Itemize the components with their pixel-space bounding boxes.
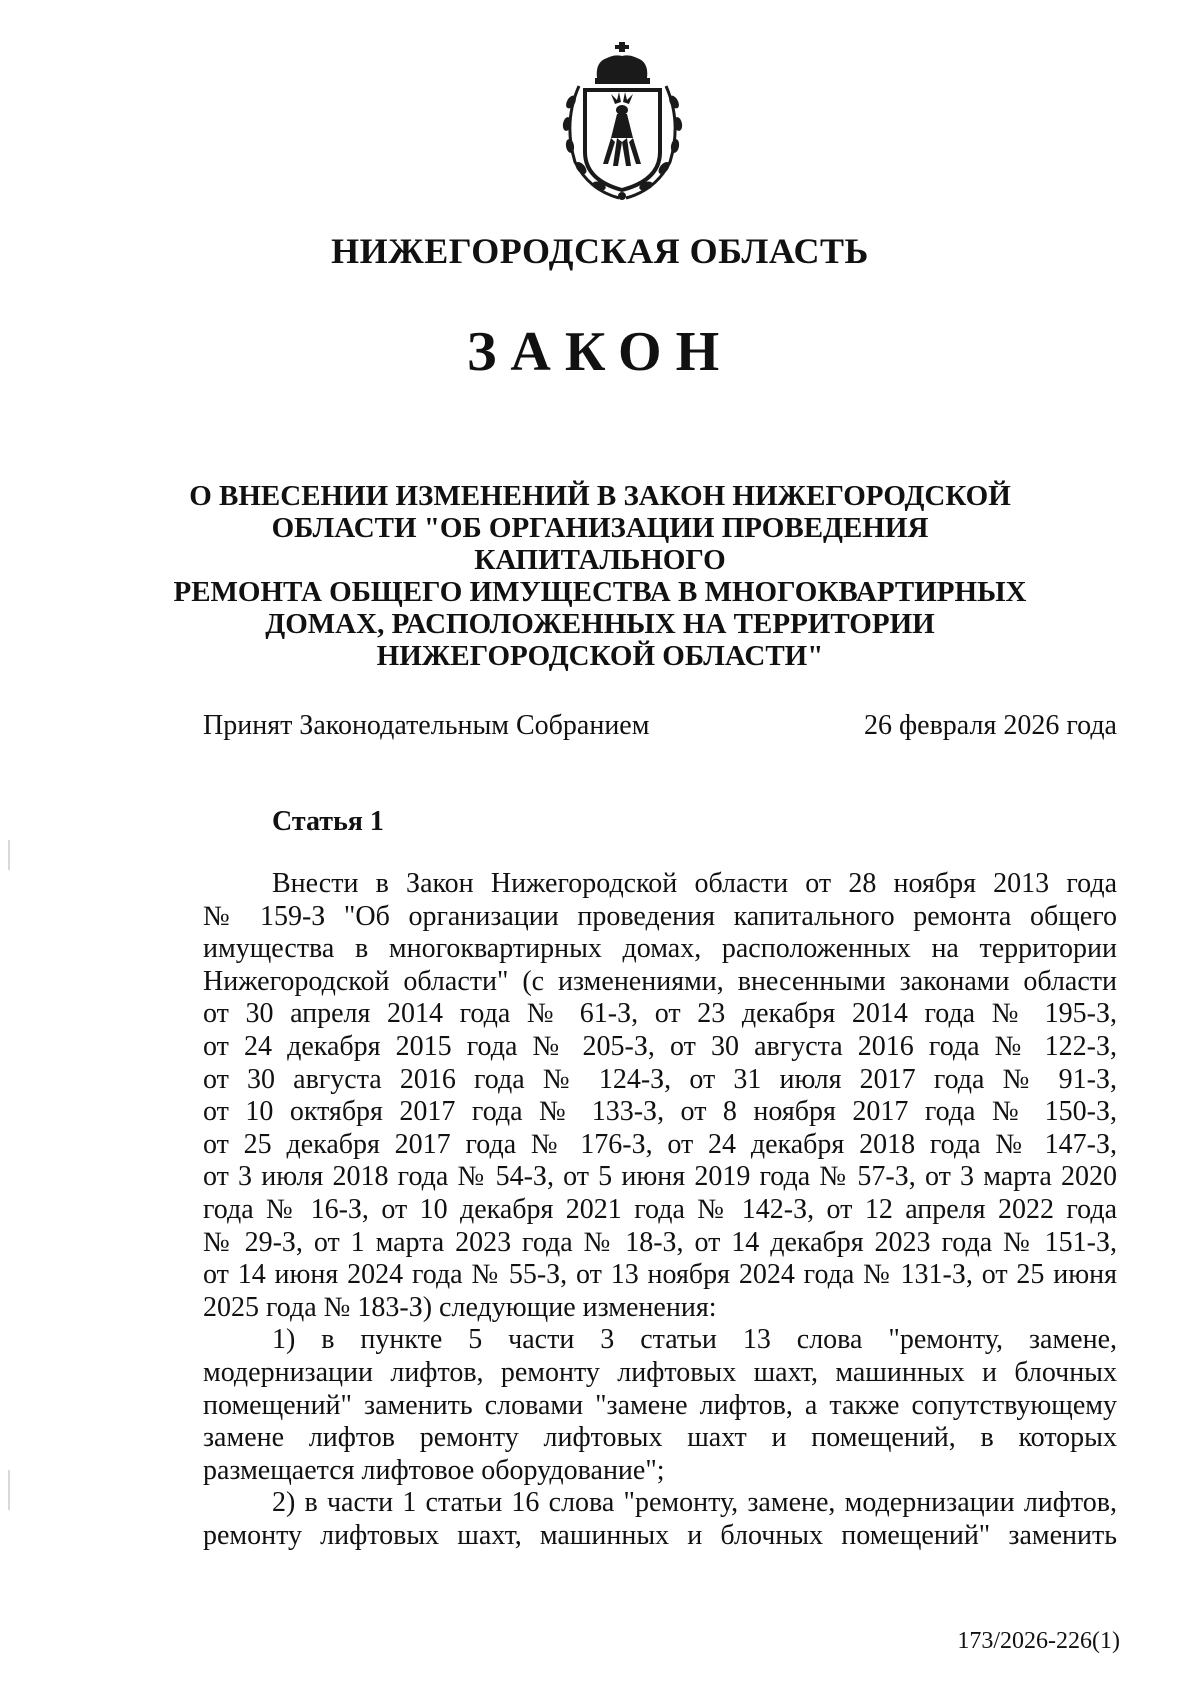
article-line: размещается лифтовое оборудование"; [203, 1454, 665, 1486]
article-line: Внести в Закон Нижегородской области от 28 ноября 2013 года [272, 868, 1117, 899]
article-line: от 3 июля 2018 года № 54-З, от 5 июня 2019 года № 57-З, от 3 марта 2020 [203, 1161, 1117, 1193]
article-paragraph [203, 1324, 1117, 1487]
law-subject [150, 480, 1050, 672]
law-title: ЗАКОН [466, 321, 734, 383]
article-line: 2025 года № 183-З) следующие изменения: [203, 1291, 717, 1323]
article-line: от 14 июня 2024 года № 55-З, от 13 ноября 2024 года № 131-З, от 25 июня [203, 1259, 1117, 1291]
article-line: замене лифтов ремонту лифтовых шахт и помещений, в которых [203, 1422, 1117, 1454]
adoption-line [203, 710, 1117, 742]
article-line: модернизации лифтов, ремонту лифтовых шахт, машинных и блочных [203, 1356, 1117, 1388]
coat-of-arms-icon [545, 42, 700, 200]
article-heading: Статья 1 [272, 806, 384, 837]
law-subject-line: ОБЛАСТИ "ОБ ОРГАНИЗАЦИИ ПРОВЕДЕНИЯ КАПИТАЛЬНОГО [271, 512, 929, 576]
law-subject-line: НИЖЕГОРОДСКОЙ ОБЛАСТИ" [376, 640, 824, 672]
article-line: от 30 апреля 2014 года № 61-З, от 23 декабря 2014 года № 195-З, [203, 998, 1117, 1030]
scan-margin-mark [8, 1470, 10, 1510]
law-subject-line: РЕМОНТА ОБЩЕГО ИМУЩЕСТВА В МНОГОКВАРТИРНЫХ [173, 576, 1027, 608]
article-line: 2) в части 1 статьи 16 слова "ремонту, замене, модернизации лифтов, [272, 1487, 1117, 1519]
scan-margin-mark [8, 840, 10, 870]
article-line: от 24 декабря 2015 года № 205-З, от 30 августа 2016 года № 122-З, [203, 1030, 1117, 1062]
adoption-label: Принят Законодательным Собранием [203, 710, 650, 741]
article-line: от 25 декабря 2017 года № 176-З, от 24 декабря 2018 года № 147-З, [203, 1128, 1117, 1160]
article-line: ремонту лифтовых шахт, машинных и блочных помещений" заменить [203, 1519, 1117, 1551]
article-body [203, 868, 1117, 1552]
article-line: помещений" заменить словами "замене лифтов, а также сопутствующему [203, 1389, 1117, 1421]
article-line: имущества в многоквартирных домах, расположенных на территории [203, 933, 1117, 965]
region-name: НИЖЕГОРОДСКАЯ ОБЛАСТЬ [331, 231, 869, 271]
article-line: Нижегородской области" (с изменениями, внесенными законами области [203, 965, 1117, 997]
law-subject-line: О ВНЕСЕНИИ ИЗМЕНЕНИЙ В ЗАКОН НИЖЕГОРОДСКОЙ [189, 480, 1011, 512]
article-line: от 10 октября 2017 года № 133-З, от 8 ноября 2017 года № 150-З, [203, 1096, 1117, 1128]
document-code: 173/2026-226(1) [957, 1628, 1120, 1654]
article-paragraph [203, 1487, 1117, 1552]
article-paragraph [203, 868, 1117, 1324]
article-line: № 159-З "Об организации проведения капитального ремонта общего [203, 900, 1117, 932]
article-line: от 30 августа 2016 года № 124-З, от 31 июля 2017 года № 91-З, [203, 1063, 1117, 1095]
article-line: 1) в пункте 5 части 3 статьи 13 слова "ремонту, замене, [272, 1324, 1117, 1356]
adoption-date: 26 февраля 2026 года [864, 710, 1117, 741]
article-line: № 29-З, от 1 марта 2023 года № 18-З, от 14 декабря 2023 года № 151-З, [203, 1226, 1117, 1258]
law-subject-line: ДОМАХ, РАСПОЛОЖЕННЫХ НА ТЕРРИТОРИИ [265, 608, 935, 640]
article-line: года № 16-З, от 10 декабря 2021 года № 142-З, от 12 апреля 2022 года [203, 1193, 1117, 1225]
